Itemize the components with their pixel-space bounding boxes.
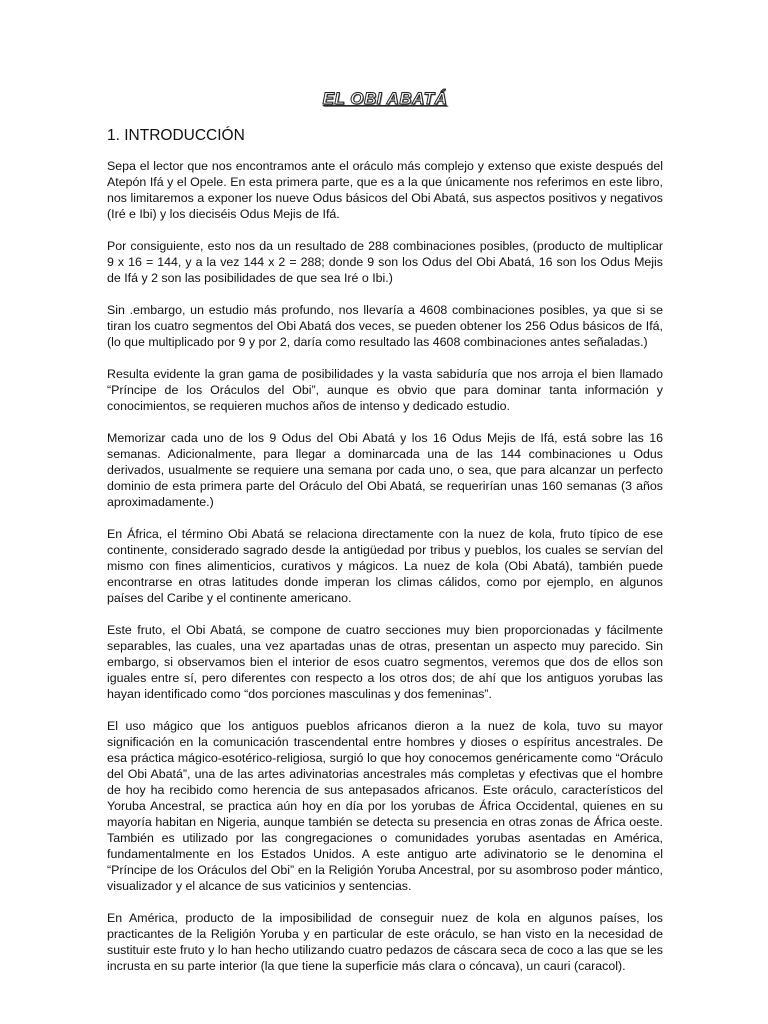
paragraph-africa-kola: En África, el término Obi Abatá se relaciona directamente con la nuez de kola, fruto típico de ese continente, considerado sagrado desde la antigüedad por tribus y pueblos, los cuales se servían del mismo con fines alimenticios, curativos y mágicos. La nuez de kola (Obi Abatá), también puede encontrarse en otras latitudes donde imperan los climas cálidos, como por ejemplo, en algunos países del Caribe y el continente americano. [107, 527, 663, 605]
paragraph-memorize: Memorizar cada uno de los 9 Odus del Obi Abatá y los 16 Odus Mejis de Ifá, está sobre las 16 semanas. Adicionalmente, para llegar a dominarcada una de las 144 combinaciones u Odus derivados, usualmente se requiere una semana por cada uno, o sea, que para alcanzar un perfecto dominio de esta primera parte del Oráculo del Obi Abatá, se requerirían unas 160 semanas (3 años aproximadamente.) [107, 431, 663, 509]
paragraph-magic-use: El uso mágico que los antiguos pueblos africanos dieron a la nuez de kola, tuvo su mayor significación en la comunicación trascendental entre hombres y dioses o espíritus ancestrales. De esa práctica mágico-esotérico-religiosa, surgió lo que hoy conocemos genéricamente como “Oráculo del Obi Abatá”, una de las artes adivinatorias ancestrales más completas y efectivas que el hombre de hoy ha recibido como herencia de sus antepasados africanos. Este oráculo, característicos del Yoruba Ancestral, se practica aún hoy en día por los yorubas de África Occidental, quienes en su mayoría habitan en Nigeria, aunque también se detecta su presencia en otras zonas de África oeste. También es utilizado por las congregaciones o comunidades yorubas asentadas en América, fundamentalmente en los Estados Unidos. A este antiguo arte adivinatorio se le denomina el “Príncipe de los Oráculos del Obi” en la Religión Yoruba Ancestral, por su asombroso poder mántico, visualizador y el alcance de sus vaticinios y sentencias. [107, 719, 663, 893]
paragraph-deeper-study: Sin .embargo, un estudio más profundo, nos llevaría a 4608 combinaciones posibles, ya que si se tiran los cuatro segmentos del Obi Abatá dos veces, se pueden obtener los 256 Odus básicos de Ifá, (lo que multiplicado por 9 y por 2, daría como resultado las 4608 combinaciones antes señaladas.) [107, 303, 663, 349]
paragraph-combinations: Por consiguiente, esto nos da un resultado de 288 combinaciones posibles, (producto de multiplicar 9 x 16 = 144, y a la vez 144 x 2 = 288; donde 9 son los Odus del Obi Abatá, 16 son los Odus Mejis de Ifá y 2 son las posibilidades de que sea Iré o Ibi.) [107, 239, 663, 285]
document-page [107, 88, 663, 990]
document-title: EL OBI ABATÁ [322, 89, 448, 108]
paragraph-america-coconut: En América, producto de la imposibilidad de conseguir nuez de kola en algunos países, los practicantes de la Religión Yoruba y en particular de este oráculo, se han visto en la necesidad de sustituir este fruto y lo han hecho utilizando cuatro pedazos de cáscara seca de coco a las que se les incrusta en su parte interior (la que tiene la superficie más clara o cóncava), un cauri (caracol). [107, 911, 663, 973]
paragraph-wisdom: Resulta evidente la gran gama de posibilidades y la vasta sabiduría que nos arroja el bien llamado “Príncipe de los Oráculos del Obi”, aunque es obvio que para dominar tanta información y conocimientos, se requieren muchos años de intenso y dedicado estudio. [107, 367, 663, 413]
paragraph-intro: Sepa el lector que nos encontramos ante el oráculo más complejo y extenso que existe después del Atepón Ifá y el Opele. En esta primera parte, que es a la que únicamente nos referimos en este libro, nos limitaremos a exponer los nueve Odus básicos del Obi Abatá, sus aspectos positivos y negativos (Iré e Ibi) y los dieciséis Odus Mejis de Ifá. [107, 159, 663, 221]
paragraph-fruit-segments: Este fruto, el Obi Abatá, se compone de cuatro secciones muy bien proporcionadas y fácilmente separables, las cuales, una vez apartadas unas de otras, presentan un aspecto muy parecido. Sin embargo, si observamos bien el interior de esos cuatro segmentos, veremos que dos de ellos son iguales entre sí, pero diferentes con respecto a los otros dos; de ahí que los antiguos yorubas las hayan identificado como “dos porciones masculinas y dos femeninas”. [107, 623, 663, 701]
section-heading: 1. INTRODUCCIÓN [107, 127, 245, 144]
